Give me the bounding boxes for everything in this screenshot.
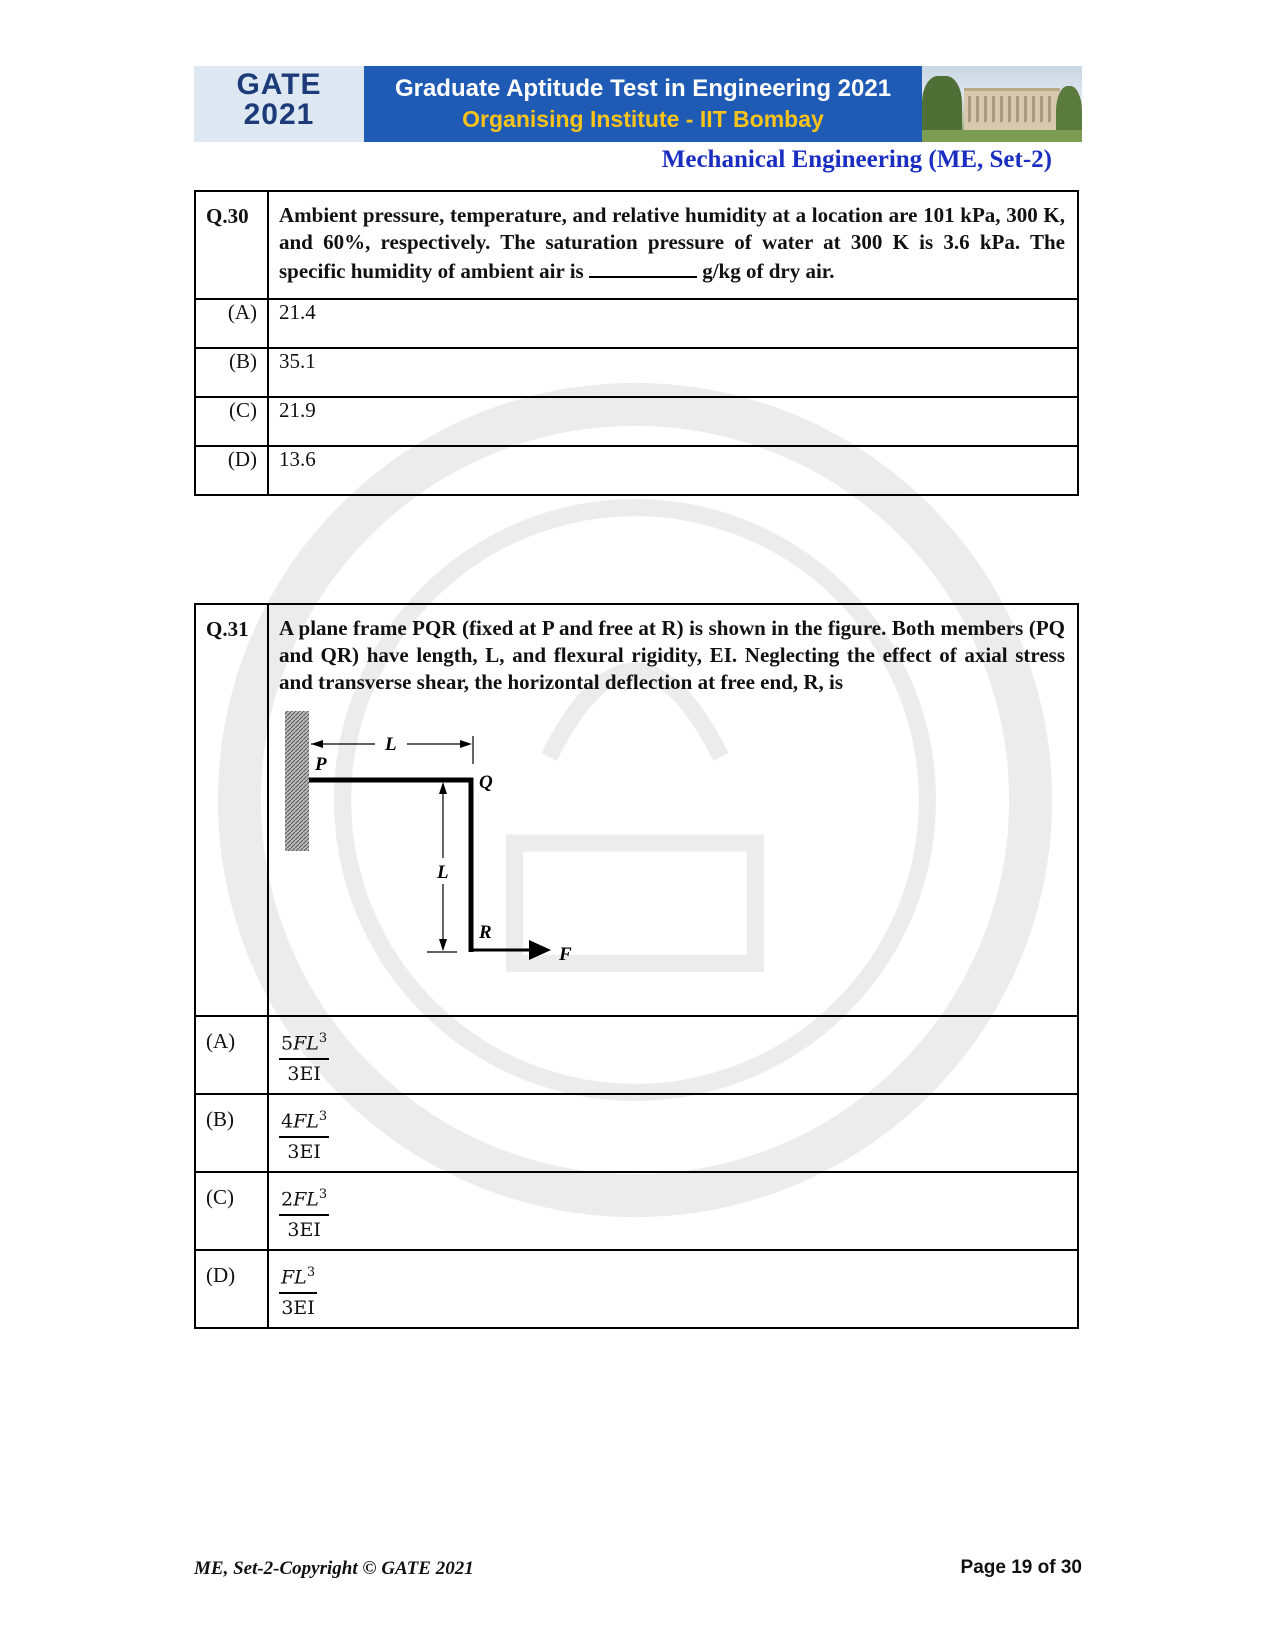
option-row bbox=[195, 1172, 1078, 1250]
banner-subtitle: Organising Institute - IIT Bombay bbox=[462, 106, 824, 132]
numerator-variable: FL bbox=[293, 1110, 319, 1133]
question-number: Q.30 bbox=[195, 191, 268, 299]
question-text bbox=[268, 191, 1078, 299]
denominator-text: 3EI bbox=[281, 1297, 315, 1320]
gate-logo bbox=[194, 66, 364, 142]
campus-building-image bbox=[922, 66, 1082, 142]
label-L-side: L bbox=[437, 862, 449, 883]
option-value bbox=[268, 1016, 1078, 1094]
denominator bbox=[287, 1138, 320, 1167]
option-label: (D) bbox=[195, 446, 268, 495]
denominator bbox=[287, 1060, 320, 1089]
fraction bbox=[279, 1259, 317, 1323]
denominator bbox=[287, 1216, 320, 1245]
fraction bbox=[279, 1181, 329, 1245]
option-row bbox=[195, 446, 1078, 495]
denominator bbox=[281, 1294, 314, 1323]
option-row bbox=[195, 397, 1078, 446]
label-F: F bbox=[559, 944, 572, 965]
question-number: Q.31 bbox=[195, 604, 268, 1016]
numerator-variable: FL bbox=[293, 1188, 319, 1211]
option-value bbox=[268, 1172, 1078, 1250]
denominator-text: 3EI bbox=[287, 1219, 321, 1242]
option-value: 21.4 bbox=[268, 299, 1078, 348]
fraction bbox=[279, 1103, 329, 1167]
option-value: 35.1 bbox=[268, 348, 1078, 397]
option-value: 21.9 bbox=[268, 397, 1078, 446]
answer-blank bbox=[589, 256, 697, 278]
header-banner bbox=[194, 66, 1082, 142]
option-row bbox=[195, 348, 1078, 397]
question-text: A plane frame PQR (fixed at P and free at R) is shown in the figure. Both members (PQ and QR) have length, L, and flexural rigidity, EI. Neglecting the effect of axial stress and transverse shear, the horizontal deflection at free end, R, is bbox=[279, 616, 1065, 694]
numerator-coefficient: 2 bbox=[281, 1188, 294, 1211]
logo-tagline-graphic bbox=[278, 130, 280, 138]
denominator-text: 3EI bbox=[287, 1063, 321, 1086]
option-row bbox=[195, 1250, 1078, 1328]
option-value bbox=[268, 1250, 1078, 1328]
section-title: Mechanical Engineering (ME, Set-2) bbox=[661, 146, 1052, 173]
label-R: R bbox=[479, 922, 492, 943]
question-text-part1: Ambient pressure, temperature, and relative humidity at a location are 101 kPa, 300 K, and 60%, respectively. The saturation pressure of water at 300 K is 3.6 kPa. The specific humidity of ambient air is bbox=[279, 203, 1065, 283]
question-body bbox=[268, 604, 1078, 1016]
numerator-coefficient: 4 bbox=[281, 1110, 294, 1133]
label-L-top: L bbox=[385, 734, 397, 755]
question-31-table bbox=[194, 603, 1079, 1329]
numerator-variable: FL bbox=[281, 1266, 307, 1289]
question-30-table bbox=[194, 190, 1079, 496]
label-P: P bbox=[315, 754, 327, 775]
option-label: (B) bbox=[195, 348, 268, 397]
banner-title: Graduate Aptitude Test in Engineering 2021 bbox=[394, 75, 892, 102]
denominator-text: 3EI bbox=[287, 1141, 321, 1164]
option-row bbox=[195, 1094, 1078, 1172]
option-label: (D) bbox=[195, 1250, 268, 1328]
numerator-coefficient: 5 bbox=[281, 1032, 294, 1055]
banner-text-panel bbox=[364, 66, 922, 142]
fixed-support-wall bbox=[285, 711, 309, 851]
option-value: 13.6 bbox=[268, 446, 1078, 495]
logo-gate-text: GATE bbox=[236, 68, 322, 101]
option-row bbox=[195, 299, 1078, 348]
question-text-part2: g/kg of dry air. bbox=[696, 259, 835, 283]
logo-year-text: 2021 bbox=[243, 98, 315, 131]
label-Q: Q bbox=[479, 772, 493, 793]
numerator-exponent: 3 bbox=[318, 1187, 328, 1202]
option-label: (C) bbox=[195, 397, 268, 446]
footer-page-number: Page 19 of 30 bbox=[960, 1557, 1082, 1578]
footer-copyright: ME, Set-2-Copyright © GATE 2021 bbox=[194, 1558, 474, 1579]
frame-diagram bbox=[279, 708, 599, 968]
option-label: (C) bbox=[195, 1172, 268, 1250]
option-label: (B) bbox=[195, 1094, 268, 1172]
fraction bbox=[279, 1025, 329, 1089]
option-row bbox=[195, 1016, 1078, 1094]
option-label: (A) bbox=[195, 1016, 268, 1094]
numerator-exponent: 3 bbox=[318, 1109, 328, 1124]
numerator-exponent: 3 bbox=[306, 1265, 316, 1280]
option-label: (A) bbox=[195, 299, 268, 348]
option-value bbox=[268, 1094, 1078, 1172]
numerator-variable: FL bbox=[293, 1032, 319, 1055]
numerator-exponent: 3 bbox=[318, 1031, 328, 1046]
